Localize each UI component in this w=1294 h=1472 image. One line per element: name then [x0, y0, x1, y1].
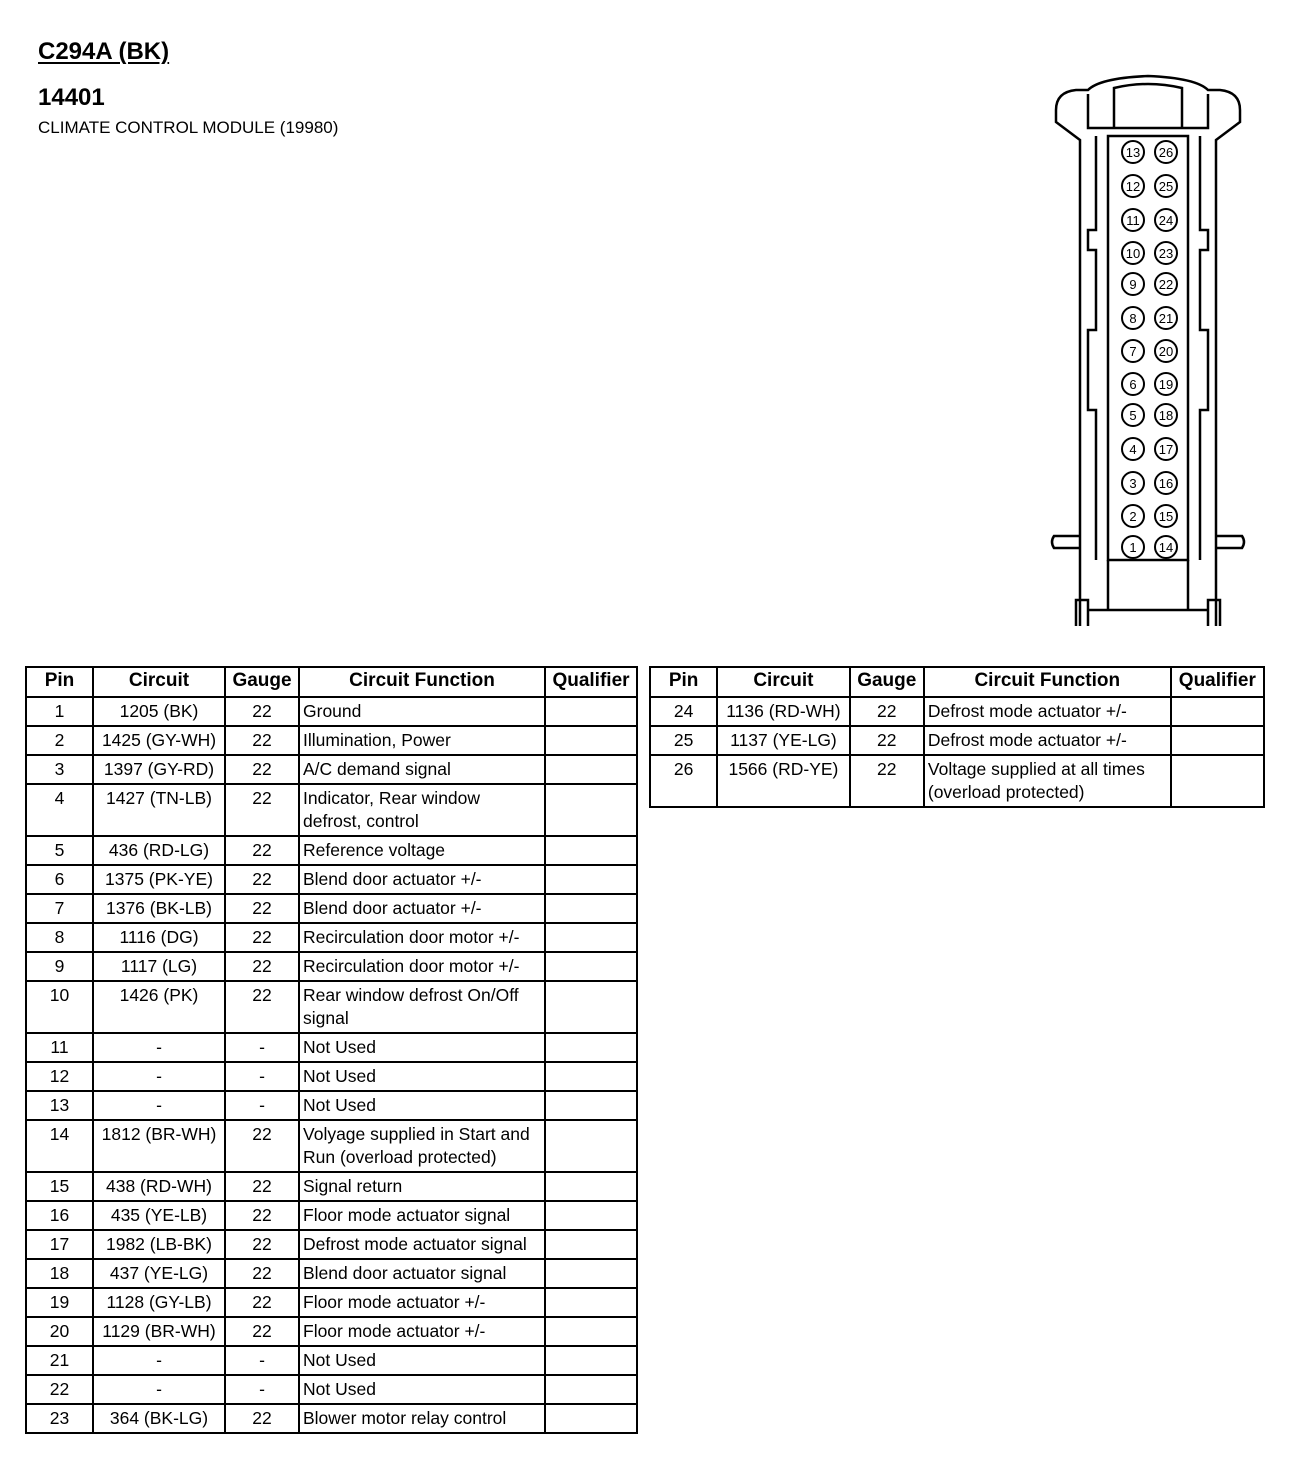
qualifier-cell — [545, 1404, 637, 1433]
gauge-cell: 22 — [225, 1172, 299, 1201]
cavity-24 — [1155, 209, 1177, 231]
gauge-cell: - — [225, 1033, 299, 1062]
pin-table-right — [649, 666, 1265, 808]
gauge-cell: 22 — [225, 865, 299, 894]
gauge-cell: 22 — [225, 697, 299, 726]
circuit-cell: 364 (BK-LG) — [93, 1404, 225, 1433]
col-qualifier-header: Qualifier — [1171, 667, 1264, 697]
table-header-row — [26, 667, 637, 697]
pin-cell: 23 — [26, 1404, 93, 1433]
cavity-11 — [1122, 209, 1144, 231]
function-cell: Floor mode actuator +/- — [299, 1288, 545, 1317]
connector-title: C294A (BK) — [38, 38, 170, 65]
cavity-1 — [1122, 536, 1144, 558]
function-cell: Illumination, Power — [299, 726, 545, 755]
circuit-cell: - — [93, 1091, 225, 1120]
pin-cell: 13 — [26, 1091, 93, 1120]
pin-label: 1 — [1129, 540, 1137, 555]
pin-cell: 10 — [26, 981, 93, 1033]
function-cell: Blend door actuator signal — [299, 1259, 545, 1288]
module-name: CLIMATE CONTROL MODULE (19980) — [38, 118, 339, 137]
gauge-cell: 22 — [225, 1288, 299, 1317]
function-cell: Blend door actuator +/- — [299, 894, 545, 923]
cavity-21 — [1155, 307, 1177, 329]
function-cell: Ground — [299, 697, 545, 726]
pin-label: 20 — [1158, 344, 1174, 359]
qualifier-cell — [545, 697, 637, 726]
circuit-cell: 1397 (GY-RD) — [93, 755, 225, 784]
function-cell: Floor mode actuator +/- — [299, 1317, 545, 1346]
pin-label: 25 — [1158, 179, 1174, 194]
cavity-8 — [1122, 307, 1144, 329]
gauge-cell: 22 — [850, 755, 924, 807]
table-row — [26, 1346, 637, 1375]
pin-label: 8 — [1129, 311, 1137, 326]
qualifier-cell — [545, 1201, 637, 1230]
table-row — [26, 981, 637, 1033]
cavity-20 — [1155, 340, 1177, 362]
table-row — [650, 726, 1264, 755]
col-function-header: Circuit Function — [924, 667, 1171, 697]
qualifier-cell — [545, 1317, 637, 1346]
gauge-cell: 22 — [225, 1230, 299, 1259]
gauge-cell: 22 — [225, 836, 299, 865]
circuit-cell: 1812 (BR-WH) — [93, 1120, 225, 1172]
cavity-14 — [1155, 536, 1177, 558]
pin-cell: 2 — [26, 726, 93, 755]
cavity-22 — [1155, 273, 1177, 295]
function-cell: Not Used — [299, 1033, 545, 1062]
gauge-cell: - — [225, 1091, 299, 1120]
table-row — [26, 1230, 637, 1259]
qualifier-cell — [545, 726, 637, 755]
pin-label: 5 — [1129, 408, 1137, 423]
cavity-12 — [1122, 175, 1144, 197]
circuit-cell: 1137 (YE-LG) — [717, 726, 849, 755]
table-row — [26, 865, 637, 894]
pin-column-left — [1122, 141, 1144, 558]
pin-cell: 12 — [26, 1062, 93, 1091]
pin-cell: 24 — [650, 697, 717, 726]
qualifier-cell — [545, 836, 637, 865]
cavity-4 — [1122, 438, 1144, 460]
cavity-5 — [1122, 404, 1144, 426]
qualifier-cell — [545, 1288, 637, 1317]
table-row — [26, 952, 637, 981]
function-cell: Recirculation door motor +/- — [299, 952, 545, 981]
pin-label: 16 — [1158, 476, 1174, 491]
table-row — [26, 1091, 637, 1120]
col-circuit-header: Circuit — [717, 667, 849, 697]
circuit-cell: 1375 (PK-YE) — [93, 865, 225, 894]
cavity-2 — [1122, 505, 1144, 527]
pin-cell: 7 — [26, 894, 93, 923]
gauge-cell: 22 — [225, 1259, 299, 1288]
function-cell: Blend door actuator +/- — [299, 865, 545, 894]
circuit-cell: 1427 (TN-LB) — [93, 784, 225, 836]
pin-label: 21 — [1158, 311, 1174, 326]
pin-column-right — [1155, 141, 1177, 558]
pin-cell: 3 — [26, 755, 93, 784]
pin-label: 23 — [1158, 246, 1174, 261]
circuit-cell: 1117 (LG) — [93, 952, 225, 981]
circuit-cell: 1426 (PK) — [93, 981, 225, 1033]
qualifier-cell — [545, 1062, 637, 1091]
circuit-cell: 1566 (RD-YE) — [717, 755, 849, 807]
col-gauge-header: Gauge — [850, 667, 924, 697]
col-pin-header: Pin — [650, 667, 717, 697]
circuit-cell: 438 (RD-WH) — [93, 1172, 225, 1201]
pin-cell: 14 — [26, 1120, 93, 1172]
table-row — [26, 923, 637, 952]
pin-label: 26 — [1158, 145, 1174, 160]
qualifier-cell — [545, 894, 637, 923]
pin-cell: 11 — [26, 1033, 93, 1062]
cavity-10 — [1122, 242, 1144, 264]
part-number: 14401 — [38, 84, 105, 111]
table-row — [26, 836, 637, 865]
pin-label: 11 — [1126, 213, 1140, 228]
circuit-cell: 1116 (DG) — [93, 923, 225, 952]
function-cell: Not Used — [299, 1375, 545, 1404]
table-row — [26, 1259, 637, 1288]
gauge-cell: - — [225, 1346, 299, 1375]
function-cell: Defrost mode actuator signal — [299, 1230, 545, 1259]
pin-label: 2 — [1129, 509, 1137, 524]
function-cell: Voltage supplied at all times (overload protected) — [924, 755, 1171, 807]
qualifier-cell — [1171, 726, 1264, 755]
pin-label: 22 — [1158, 277, 1174, 292]
function-cell: Reference voltage — [299, 836, 545, 865]
pin-cell: 18 — [26, 1259, 93, 1288]
gauge-cell: 22 — [225, 894, 299, 923]
pin-label: 24 — [1158, 213, 1174, 228]
cavity-13 — [1122, 141, 1144, 163]
table-row — [26, 784, 637, 836]
table-row — [26, 1172, 637, 1201]
function-cell: Not Used — [299, 1091, 545, 1120]
col-function-header: Circuit Function — [299, 667, 545, 697]
table-row — [650, 755, 1264, 807]
qualifier-cell — [545, 1033, 637, 1062]
gauge-cell: 22 — [225, 1120, 299, 1172]
pin-cell: 1 — [26, 697, 93, 726]
function-cell: Defrost mode actuator +/- — [924, 726, 1171, 755]
cavity-25 — [1155, 175, 1177, 197]
pin-cell: 6 — [26, 865, 93, 894]
qualifier-cell — [545, 1120, 637, 1172]
table-row — [26, 726, 637, 755]
connector-face-diagram — [1048, 70, 1250, 632]
table-row — [26, 755, 637, 784]
table-row — [26, 894, 637, 923]
pin-label: 10 — [1125, 246, 1141, 261]
qualifier-cell — [545, 1230, 637, 1259]
table-row — [26, 1201, 637, 1230]
pin-cell: 19 — [26, 1288, 93, 1317]
pin-cell: 20 — [26, 1317, 93, 1346]
table-row — [26, 697, 637, 726]
gauge-cell: - — [225, 1375, 299, 1404]
gauge-cell: 22 — [225, 1201, 299, 1230]
pin-label: 19 — [1158, 377, 1174, 392]
qualifier-cell — [545, 981, 637, 1033]
qualifier-cell — [545, 1346, 637, 1375]
cavity-3 — [1122, 472, 1144, 494]
function-cell: Rear window defrost On/Off signal — [299, 981, 545, 1033]
table-header-row — [650, 667, 1264, 697]
pin-label: 15 — [1158, 509, 1174, 524]
function-cell: Not Used — [299, 1346, 545, 1375]
cavity-18 — [1155, 404, 1177, 426]
cavity-23 — [1155, 242, 1177, 264]
qualifier-cell — [1171, 697, 1264, 726]
table-row — [26, 1033, 637, 1062]
pin-cell: 9 — [26, 952, 93, 981]
circuit-cell: - — [93, 1375, 225, 1404]
cavity-17 — [1155, 438, 1177, 460]
circuit-cell: 1376 (BK-LB) — [93, 894, 225, 923]
function-cell: Indicator, Rear window defrost, control — [299, 784, 545, 836]
cavity-7 — [1122, 340, 1144, 362]
cavity-26 — [1155, 141, 1177, 163]
gauge-cell: 22 — [225, 784, 299, 836]
pin-label: 6 — [1129, 377, 1137, 392]
circuit-cell: 1129 (BR-WH) — [93, 1317, 225, 1346]
pin-label: 12 — [1125, 179, 1141, 194]
gauge-cell: - — [225, 1062, 299, 1091]
qualifier-cell — [545, 1375, 637, 1404]
pin-label: 17 — [1158, 442, 1174, 457]
circuit-cell: - — [93, 1062, 225, 1091]
function-cell: Signal return — [299, 1172, 545, 1201]
pin-cell: 17 — [26, 1230, 93, 1259]
qualifier-cell — [545, 755, 637, 784]
cavity-19 — [1155, 373, 1177, 395]
pin-label: 7 — [1129, 344, 1137, 359]
pin-label: 18 — [1158, 408, 1174, 423]
table-row — [26, 1317, 637, 1346]
pin-cell: 8 — [26, 923, 93, 952]
function-cell: Volyage supplied in Start and Run (overload protected) — [299, 1120, 545, 1172]
gauge-cell: 22 — [225, 726, 299, 755]
qualifier-cell — [545, 923, 637, 952]
circuit-cell: 436 (RD-LG) — [93, 836, 225, 865]
pin-cell: 25 — [650, 726, 717, 755]
gauge-cell: 22 — [225, 923, 299, 952]
circuit-cell: - — [93, 1346, 225, 1375]
pin-cell: 5 — [26, 836, 93, 865]
gauge-cell: 22 — [850, 726, 924, 755]
circuit-cell: 435 (YE-LB) — [93, 1201, 225, 1230]
qualifier-cell — [545, 1259, 637, 1288]
qualifier-cell — [545, 784, 637, 836]
col-pin-header: Pin — [26, 667, 93, 697]
circuit-cell: 1128 (GY-LB) — [93, 1288, 225, 1317]
gauge-cell: 22 — [225, 981, 299, 1033]
function-cell: Recirculation door motor +/- — [299, 923, 545, 952]
qualifier-cell — [545, 1172, 637, 1201]
cavity-16 — [1155, 472, 1177, 494]
table-row — [26, 1120, 637, 1172]
qualifier-cell — [545, 865, 637, 894]
function-cell: Not Used — [299, 1062, 545, 1091]
pin-cell: 4 — [26, 784, 93, 836]
qualifier-cell — [1171, 755, 1264, 807]
gauge-cell: 22 — [225, 1317, 299, 1346]
pin-cell: 21 — [26, 1346, 93, 1375]
col-qualifier-header: Qualifier — [545, 667, 637, 697]
pin-cell: 16 — [26, 1201, 93, 1230]
table-row — [650, 697, 1264, 726]
function-cell: Blower motor relay control — [299, 1404, 545, 1433]
gauge-cell: 22 — [850, 697, 924, 726]
pin-label: 3 — [1129, 476, 1137, 491]
circuit-cell: 437 (YE-LG) — [93, 1259, 225, 1288]
pin-cell: 26 — [650, 755, 717, 807]
pin-label: 13 — [1125, 145, 1141, 160]
cavity-6 — [1122, 373, 1144, 395]
circuit-cell: 1205 (BK) — [93, 697, 225, 726]
pin-circles — [1122, 141, 1177, 558]
table-row — [26, 1404, 637, 1433]
pin-cell: 22 — [26, 1375, 93, 1404]
table-row — [26, 1062, 637, 1091]
pin-table-left — [25, 666, 638, 1434]
table-row — [26, 1375, 637, 1404]
cavity-9 — [1122, 273, 1144, 295]
cavity-15 — [1155, 505, 1177, 527]
col-circuit-header: Circuit — [93, 667, 225, 697]
table-row — [26, 1288, 637, 1317]
function-cell: Floor mode actuator signal — [299, 1201, 545, 1230]
pin-label: 14 — [1158, 540, 1174, 555]
col-gauge-header: Gauge — [225, 667, 299, 697]
qualifier-cell — [545, 1091, 637, 1120]
pin-label: 9 — [1129, 277, 1137, 292]
pin-cell: 15 — [26, 1172, 93, 1201]
qualifier-cell — [545, 952, 637, 981]
function-cell: A/C demand signal — [299, 755, 545, 784]
circuit-cell: 1982 (LB-BK) — [93, 1230, 225, 1259]
gauge-cell: 22 — [225, 952, 299, 981]
circuit-cell: - — [93, 1033, 225, 1062]
gauge-cell: 22 — [225, 755, 299, 784]
pin-label: 4 — [1129, 442, 1137, 457]
circuit-cell: 1136 (RD-WH) — [717, 697, 849, 726]
gauge-cell: 22 — [225, 1404, 299, 1433]
function-cell: Defrost mode actuator +/- — [924, 697, 1171, 726]
circuit-cell: 1425 (GY-WH) — [93, 726, 225, 755]
